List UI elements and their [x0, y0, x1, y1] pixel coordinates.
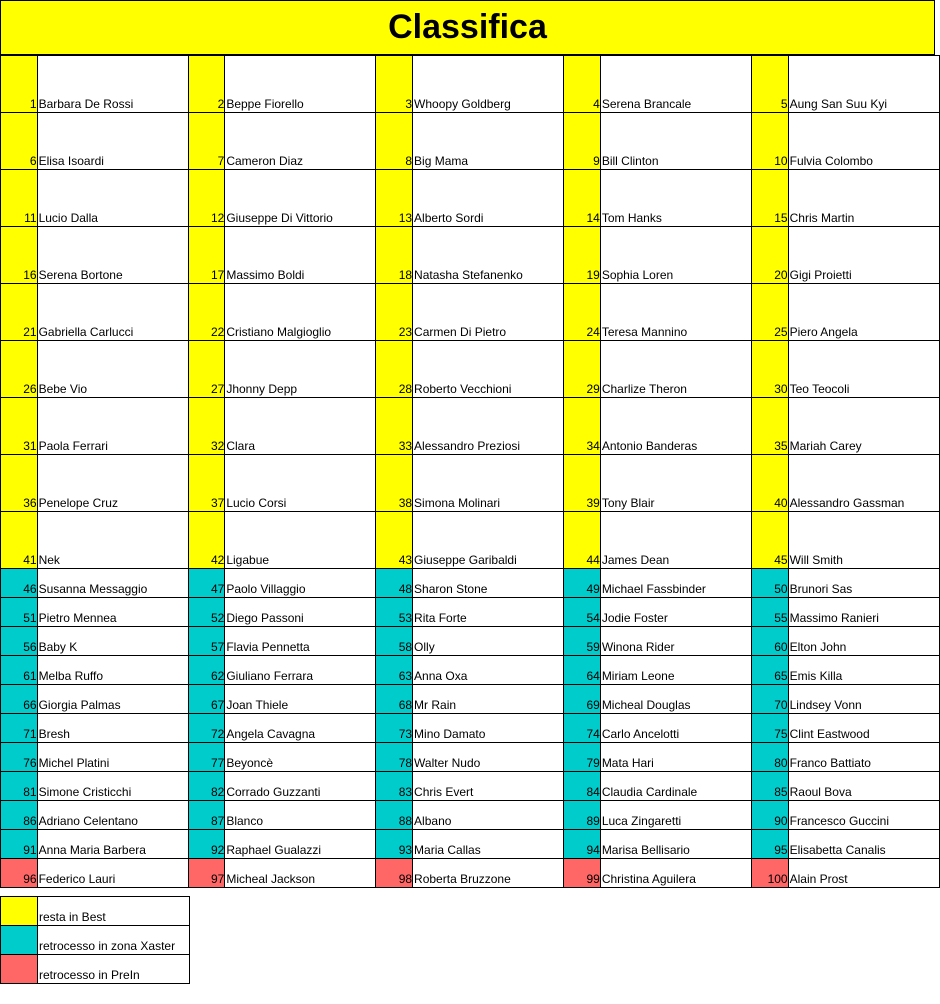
name-cell: Pietro Mennea [37, 598, 188, 627]
table-row [1, 743, 940, 772]
rank-number-cell: 58 [376, 627, 413, 656]
name-cell: Flavia Pennetta [225, 627, 376, 656]
rank-number-cell: 40 [751, 455, 788, 512]
name-cell: Jodie Foster [600, 598, 751, 627]
name-cell: Marisa Bellisario [600, 830, 751, 859]
name-cell: Paola Ferrari [37, 398, 188, 455]
name-cell: Mariah Carey [788, 398, 939, 455]
rank-number-cell: 51 [1, 598, 38, 627]
rank-number-cell: 42 [188, 512, 225, 569]
rank-number-cell: 71 [1, 714, 38, 743]
rank-number-cell: 45 [751, 512, 788, 569]
legend-row [1, 955, 190, 984]
rank-number-cell: 27 [188, 341, 225, 398]
name-cell: Bresh [37, 714, 188, 743]
rank-number-cell: 79 [564, 743, 601, 772]
name-cell: Maria Callas [413, 830, 564, 859]
rank-number-cell: 26 [1, 341, 38, 398]
name-cell: Claudia Cardinale [600, 772, 751, 801]
rank-number-cell: 7 [188, 113, 225, 170]
rank-number-cell: 39 [564, 455, 601, 512]
legend-table [0, 896, 190, 984]
name-cell: Chris Martin [788, 170, 939, 227]
name-cell: Aung San Suu Kyi [788, 56, 939, 113]
rank-number-cell: 96 [1, 859, 38, 888]
name-cell: Luca Zingaretti [600, 801, 751, 830]
rank-number-cell: 32 [188, 398, 225, 455]
name-cell: Alessandro Gassman [788, 455, 939, 512]
name-cell: Alessandro Preziosi [413, 398, 564, 455]
table-row [1, 685, 940, 714]
table-row [1, 627, 940, 656]
rank-number-cell: 90 [751, 801, 788, 830]
legend-row [1, 926, 190, 955]
rank-number-cell: 19 [564, 227, 601, 284]
name-cell: Mr Rain [413, 685, 564, 714]
name-cell: Natasha Stefanenko [413, 227, 564, 284]
name-cell: Paolo Villaggio [225, 569, 376, 598]
rank-number-cell: 2 [188, 56, 225, 113]
rank-number-cell: 35 [751, 398, 788, 455]
name-cell: Blanco [225, 801, 376, 830]
name-cell: Anna Maria Barbera [37, 830, 188, 859]
name-cell: Lucio Corsi [225, 455, 376, 512]
rank-number-cell: 89 [564, 801, 601, 830]
rank-number-cell: 80 [751, 743, 788, 772]
legend-swatch [1, 897, 38, 926]
name-cell: Bebe Vio [37, 341, 188, 398]
rank-number-cell: 15 [751, 170, 788, 227]
rank-number-cell: 29 [564, 341, 601, 398]
rank-number-cell: 98 [376, 859, 413, 888]
name-cell: Francesco Guccini [788, 801, 939, 830]
table-row [1, 772, 940, 801]
table-row [1, 170, 940, 227]
name-cell: Rita Forte [413, 598, 564, 627]
rank-number-cell: 93 [376, 830, 413, 859]
name-cell: Susanna Messaggio [37, 569, 188, 598]
table-row [1, 398, 940, 455]
rank-number-cell: 60 [751, 627, 788, 656]
rank-number-cell: 8 [376, 113, 413, 170]
table-row [1, 830, 940, 859]
name-cell: Teo Teocoli [788, 341, 939, 398]
table-row [1, 512, 940, 569]
name-cell: Winona Rider [600, 627, 751, 656]
name-cell: Jhonny Depp [225, 341, 376, 398]
table-row [1, 801, 940, 830]
name-cell: Piero Angela [788, 284, 939, 341]
rank-number-cell: 92 [188, 830, 225, 859]
rank-number-cell: 33 [376, 398, 413, 455]
rank-number-cell: 62 [188, 656, 225, 685]
name-cell: Nek [37, 512, 188, 569]
name-cell: Roberta Bruzzone [413, 859, 564, 888]
rank-number-cell: 6 [1, 113, 38, 170]
table-row [1, 714, 940, 743]
rank-number-cell: 1 [1, 56, 38, 113]
rank-number-cell: 65 [751, 656, 788, 685]
name-cell: Mino Damato [413, 714, 564, 743]
rank-number-cell: 88 [376, 801, 413, 830]
rank-number-cell: 86 [1, 801, 38, 830]
name-cell: Micheal Douglas [600, 685, 751, 714]
name-cell: Ligabue [225, 512, 376, 569]
name-cell: Raphael Gualazzi [225, 830, 376, 859]
rank-number-cell: 72 [188, 714, 225, 743]
name-cell: Charlize Theron [600, 341, 751, 398]
name-cell: Clara [225, 398, 376, 455]
rank-number-cell: 75 [751, 714, 788, 743]
name-cell: Tony Blair [600, 455, 751, 512]
name-cell: Will Smith [788, 512, 939, 569]
name-cell: Beyoncè [225, 743, 376, 772]
rank-number-cell: 46 [1, 569, 38, 598]
legend-swatch [1, 926, 38, 955]
name-cell: Elton John [788, 627, 939, 656]
name-cell: Elisabetta Canalis [788, 830, 939, 859]
name-cell: Elisa Isoardi [37, 113, 188, 170]
name-cell: Simona Molinari [413, 455, 564, 512]
name-cell: Alberto Sordi [413, 170, 564, 227]
name-cell: Joan Thiele [225, 685, 376, 714]
name-cell: Big Mama [413, 113, 564, 170]
legend-label: retrocesso in zona Xaster [38, 926, 190, 955]
rank-number-cell: 49 [564, 569, 601, 598]
rank-number-cell: 38 [376, 455, 413, 512]
legend-row [1, 897, 190, 926]
name-cell: Federico Lauri [37, 859, 188, 888]
name-cell: Cameron Diaz [225, 113, 376, 170]
name-cell: Massimo Boldi [225, 227, 376, 284]
name-cell: Michel Platini [37, 743, 188, 772]
name-cell: Raoul Bova [788, 772, 939, 801]
rank-number-cell: 13 [376, 170, 413, 227]
rank-number-cell: 84 [564, 772, 601, 801]
legend-label: retrocesso in PreIn [38, 955, 190, 984]
name-cell: Massimo Ranieri [788, 598, 939, 627]
name-cell: Giuliano Ferrara [225, 656, 376, 685]
name-cell: Tom Hanks [600, 170, 751, 227]
table-row [1, 227, 940, 284]
table-row [1, 656, 940, 685]
rank-number-cell: 81 [1, 772, 38, 801]
name-cell: Roberto Vecchioni [413, 341, 564, 398]
name-cell: Micheal Jackson [225, 859, 376, 888]
rank-number-cell: 63 [376, 656, 413, 685]
rank-number-cell: 100 [751, 859, 788, 888]
table-row [1, 113, 940, 170]
name-cell: Giuseppe Di Vittorio [225, 170, 376, 227]
name-cell: Corrado Guzzanti [225, 772, 376, 801]
name-cell: James Dean [600, 512, 751, 569]
rank-number-cell: 14 [564, 170, 601, 227]
name-cell: Bill Clinton [600, 113, 751, 170]
rank-number-cell: 74 [564, 714, 601, 743]
name-cell: Sharon Stone [413, 569, 564, 598]
table-row [1, 569, 940, 598]
rank-number-cell: 25 [751, 284, 788, 341]
rank-number-cell: 91 [1, 830, 38, 859]
name-cell: Barbara De Rossi [37, 56, 188, 113]
rank-number-cell: 97 [188, 859, 225, 888]
table-row [1, 859, 940, 888]
rank-number-cell: 17 [188, 227, 225, 284]
rank-number-cell: 94 [564, 830, 601, 859]
rank-number-cell: 87 [188, 801, 225, 830]
rank-number-cell: 11 [1, 170, 38, 227]
name-cell: Chris Evert [413, 772, 564, 801]
name-cell: Walter Nudo [413, 743, 564, 772]
rank-number-cell: 56 [1, 627, 38, 656]
rank-number-cell: 53 [376, 598, 413, 627]
rank-number-cell: 54 [564, 598, 601, 627]
name-cell: Baby K [37, 627, 188, 656]
rank-number-cell: 28 [376, 341, 413, 398]
table-row [1, 56, 940, 113]
rank-number-cell: 31 [1, 398, 38, 455]
name-cell: Carlo Ancelotti [600, 714, 751, 743]
ranking-table [0, 55, 940, 888]
name-cell: Franco Battiato [788, 743, 939, 772]
rank-number-cell: 68 [376, 685, 413, 714]
name-cell: Lindsey Vonn [788, 685, 939, 714]
rank-number-cell: 10 [751, 113, 788, 170]
rank-number-cell: 67 [188, 685, 225, 714]
name-cell: Brunori Sas [788, 569, 939, 598]
name-cell: Antonio Banderas [600, 398, 751, 455]
rank-number-cell: 44 [564, 512, 601, 569]
rank-number-cell: 76 [1, 743, 38, 772]
rank-number-cell: 16 [1, 227, 38, 284]
rank-number-cell: 12 [188, 170, 225, 227]
name-cell: Melba Ruffo [37, 656, 188, 685]
rank-number-cell: 37 [188, 455, 225, 512]
rank-number-cell: 64 [564, 656, 601, 685]
legend-label: resta in Best [38, 897, 190, 926]
name-cell: Gigi Proietti [788, 227, 939, 284]
rank-number-cell: 85 [751, 772, 788, 801]
rank-number-cell: 48 [376, 569, 413, 598]
name-cell: Beppe Fiorello [225, 56, 376, 113]
name-cell: Anna Oxa [413, 656, 564, 685]
rank-number-cell: 69 [564, 685, 601, 714]
rank-number-cell: 50 [751, 569, 788, 598]
rank-number-cell: 34 [564, 398, 601, 455]
name-cell: Fulvia Colombo [788, 113, 939, 170]
name-cell: Carmen Di Pietro [413, 284, 564, 341]
table-row [1, 455, 940, 512]
name-cell: Penelope Cruz [37, 455, 188, 512]
table-row [1, 341, 940, 398]
name-cell: Giorgia Palmas [37, 685, 188, 714]
rank-number-cell: 43 [376, 512, 413, 569]
name-cell: Sophia Loren [600, 227, 751, 284]
rank-number-cell: 83 [376, 772, 413, 801]
name-cell: Diego Passoni [225, 598, 376, 627]
table-row [1, 284, 940, 341]
rank-number-cell: 78 [376, 743, 413, 772]
name-cell: Simone Cristicchi [37, 772, 188, 801]
name-cell: Olly [413, 627, 564, 656]
rank-number-cell: 52 [188, 598, 225, 627]
name-cell: Lucio Dalla [37, 170, 188, 227]
rank-number-cell: 82 [188, 772, 225, 801]
rank-number-cell: 57 [188, 627, 225, 656]
rank-number-cell: 20 [751, 227, 788, 284]
name-cell: Cristiano Malgioglio [225, 284, 376, 341]
rank-number-cell: 9 [564, 113, 601, 170]
name-cell: Whoopy Goldberg [413, 56, 564, 113]
rank-number-cell: 21 [1, 284, 38, 341]
name-cell: Emis Killa [788, 656, 939, 685]
rank-number-cell: 4 [564, 56, 601, 113]
name-cell: Miriam Leone [600, 656, 751, 685]
rank-number-cell: 30 [751, 341, 788, 398]
rank-number-cell: 3 [376, 56, 413, 113]
table-row [1, 598, 940, 627]
name-cell: Gabriella Carlucci [37, 284, 188, 341]
rank-number-cell: 47 [188, 569, 225, 598]
name-cell: Alain Prost [788, 859, 939, 888]
legend-swatch [1, 955, 38, 984]
name-cell: Adriano Celentano [37, 801, 188, 830]
name-cell: Mata Hari [600, 743, 751, 772]
name-cell: Serena Brancale [600, 56, 751, 113]
rank-number-cell: 99 [564, 859, 601, 888]
rank-number-cell: 23 [376, 284, 413, 341]
name-cell: Teresa Mannino [600, 284, 751, 341]
rank-number-cell: 66 [1, 685, 38, 714]
rank-number-cell: 77 [188, 743, 225, 772]
rank-number-cell: 5 [751, 56, 788, 113]
rank-number-cell: 95 [751, 830, 788, 859]
name-cell: Clint Eastwood [788, 714, 939, 743]
page-title: Classifica [0, 0, 935, 55]
rank-number-cell: 36 [1, 455, 38, 512]
name-cell: Michael Fassbinder [600, 569, 751, 598]
name-cell: Albano [413, 801, 564, 830]
rank-number-cell: 22 [188, 284, 225, 341]
rank-number-cell: 55 [751, 598, 788, 627]
rank-number-cell: 24 [564, 284, 601, 341]
name-cell: Serena Bortone [37, 227, 188, 284]
rank-number-cell: 18 [376, 227, 413, 284]
name-cell: Christina Aguilera [600, 859, 751, 888]
name-cell: Angela Cavagna [225, 714, 376, 743]
rank-number-cell: 61 [1, 656, 38, 685]
rank-number-cell: 70 [751, 685, 788, 714]
rank-number-cell: 59 [564, 627, 601, 656]
rank-number-cell: 73 [376, 714, 413, 743]
rank-number-cell: 41 [1, 512, 38, 569]
name-cell: Giuseppe Garibaldi [413, 512, 564, 569]
